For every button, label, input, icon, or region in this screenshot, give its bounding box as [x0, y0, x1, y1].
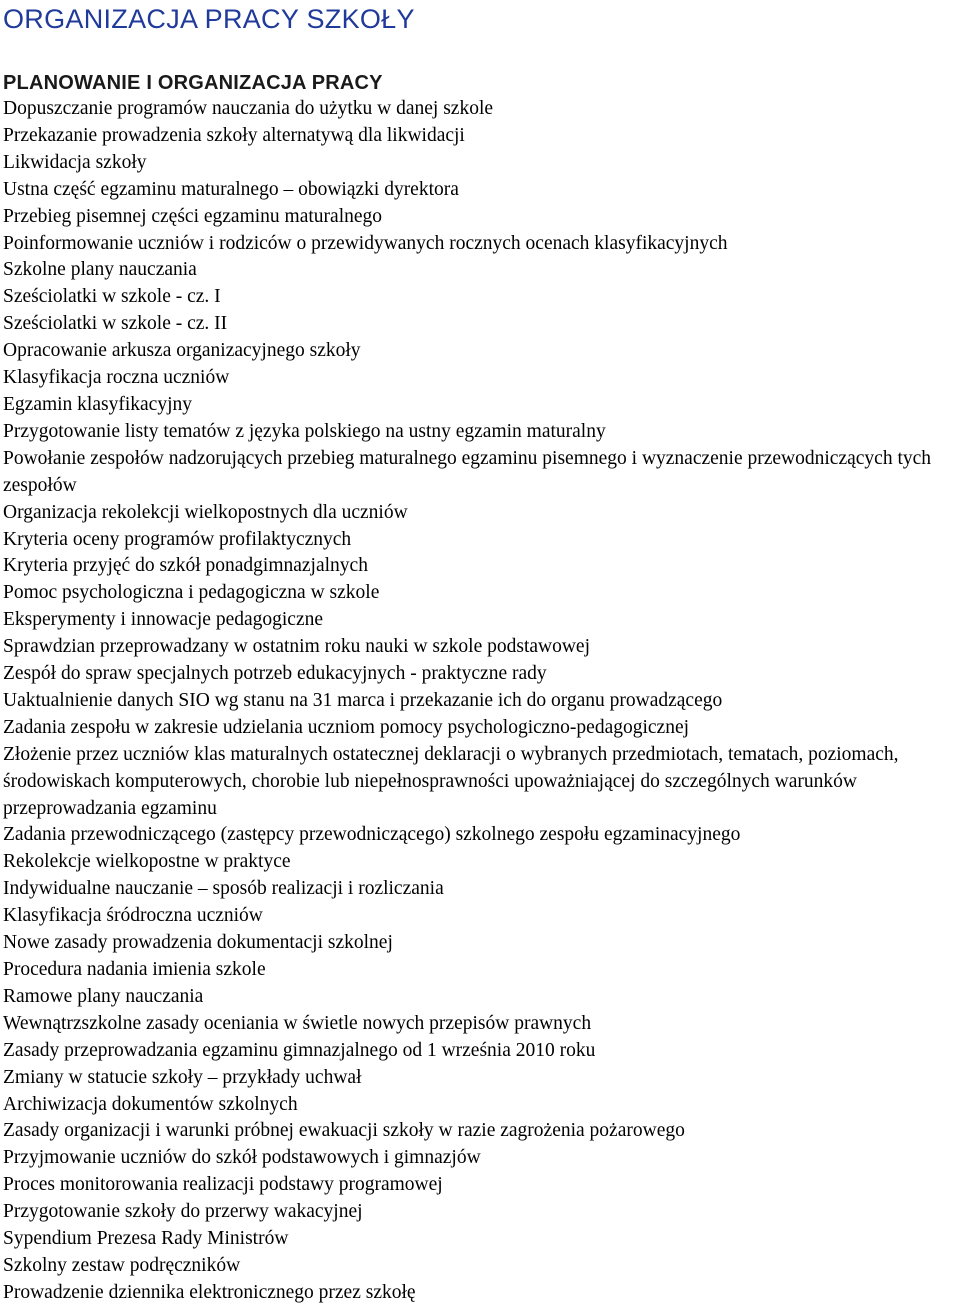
- topic-list-item: [3, 715, 958, 742]
- topic-list-item: [3, 822, 958, 849]
- topic-list-item: [3, 903, 958, 930]
- topic-list-item: [3, 580, 958, 607]
- topic-list-item: [3, 661, 958, 688]
- topic-link[interactable]: Szkolne plany nauczania: [3, 259, 197, 281]
- topic-list-item: [3, 500, 958, 527]
- topic-link[interactable]: Zadania przewodniczącego (zastępcy przewodniczącego) szkolnego zespołu egzaminacyjnego: [3, 824, 741, 846]
- topic-link[interactable]: Kryteria przyjęć do szkół ponadgimnazjalnych: [3, 555, 368, 577]
- topic-list-item: [3, 1280, 958, 1307]
- topic-link[interactable]: Klasyfikacja śródroczna uczniów: [3, 905, 263, 927]
- topic-list-item: [3, 688, 958, 715]
- topic-link[interactable]: Procedura nadania imienia szkole: [3, 959, 266, 980]
- topic-link[interactable]: Uaktualnienie danych SIO wg stanu na 31 marca i przekazanie ich do organu prowadzącego: [3, 689, 723, 711]
- topic-list-item: [3, 150, 958, 177]
- topic-list-item: [3, 742, 958, 823]
- topic-list-item: [3, 419, 958, 446]
- topic-list-item: [3, 204, 958, 231]
- topic-link[interactable]: Kryteria oceny programów profilaktycznych: [3, 528, 352, 550]
- section-heading: PLANOWANIE I ORGANIZACJA PRACY: [3, 72, 383, 94]
- topic-link[interactable]: Opracowanie arkusza organizacyjnego szkoły: [3, 340, 361, 362]
- topic-list-item: [3, 284, 958, 311]
- topic-link[interactable]: Przekazanie prowadzenia szkoły alternatywą dla likwidacji: [3, 124, 465, 146]
- topic-list-item: [3, 96, 958, 123]
- topic-link[interactable]: Pomoc psychologiczna i pedagogiczna w szkole: [3, 582, 380, 604]
- topic-list-item: [3, 1038, 958, 1065]
- topic-list-item: [3, 257, 958, 284]
- topic-list-item: [3, 1199, 958, 1226]
- topic-link[interactable]: Zasady organizacji i warunki próbnej ewakuacji szkoły w razie zagrożenia pożarowego: [3, 1120, 685, 1142]
- topic-link[interactable]: Organizacja rekolekcji wielkopostnych dla uczniów: [3, 501, 408, 523]
- topic-link[interactable]: Sześciolatki w szkole - cz. II: [3, 313, 228, 335]
- topic-link[interactable]: Eksperymenty i innowacje pedagogiczne: [3, 609, 324, 631]
- topic-link[interactable]: Złożenie przez uczniów klas maturalnych ostatecznej deklaracji o wybranych przedmiotach, tematach, poziomach, środowiskach komputerowych, chorobie lub niepełnosprawności upoważniającej do szczególnych warunków przeprowadzania egzaminu: [3, 743, 899, 819]
- topic-link[interactable]: Przyjmowanie uczniów do szkół podstawowych i gimnazjów: [3, 1147, 481, 1169]
- topic-list-item: [3, 849, 958, 876]
- topic-list-item: [3, 1226, 958, 1253]
- topic-list-item: [3, 231, 958, 258]
- topic-link[interactable]: Klasyfikacja roczna uczniów: [3, 367, 230, 389]
- topic-list-item: [3, 1065, 958, 1092]
- topic-link[interactable]: Zadania zespołu w zakresie udzielania uczniom pomocy psychologiczno-pedagogicznej: [3, 716, 690, 738]
- topic-link[interactable]: Likwidacja szkoły: [3, 151, 147, 173]
- topic-list-item: [3, 1011, 958, 1038]
- topic-list-item: [3, 607, 958, 634]
- topic-link[interactable]: Prowadzenie dziennika elektronicznego przez szkołę: [3, 1281, 416, 1303]
- topic-link[interactable]: Indywidualne nauczanie – sposób realizacji i rozliczania: [3, 878, 444, 900]
- topic-list-item: [3, 930, 958, 957]
- topic-list-item: [3, 1253, 958, 1280]
- topic-link[interactable]: Rekolekcje wielkopostne w praktyce: [3, 851, 291, 873]
- topic-link[interactable]: Dopuszczanie programów nauczania do użytku w danej szkole: [3, 98, 494, 119]
- topic-link[interactable]: Nowe zasady prowadzenia dokumentacji szkolnej: [3, 932, 393, 954]
- topic-list-item: [3, 123, 958, 150]
- topic-link[interactable]: Zmiany w statucie szkoły – przykłady uchwał: [3, 1066, 362, 1088]
- topic-list-item: [3, 634, 958, 661]
- topic-list-item: [3, 553, 958, 580]
- topic-list-item: [3, 1092, 958, 1119]
- topic-link[interactable]: Sześciolatki w szkole - cz. I: [3, 286, 221, 308]
- topic-link[interactable]: Przygotowanie szkoły do przerwy wakacyjnej: [3, 1201, 363, 1223]
- topic-link[interactable]: Wewnątrzszkolne zasady oceniania w świetle nowych przepisów prawnych: [3, 1012, 592, 1034]
- topic-link[interactable]: Sypendium Prezesa Rady Ministrów: [3, 1228, 289, 1250]
- topic-list-item: [3, 338, 958, 365]
- topic-list: [3, 96, 958, 1307]
- topic-link[interactable]: Sprawdzian przeprowadzany w ostatnim roku nauki w szkole podstawowej: [3, 636, 591, 658]
- topic-link[interactable]: Przygotowanie listy tematów z języka polskiego na ustny egzamin maturalny: [3, 420, 606, 442]
- topic-list-item: [3, 984, 958, 1011]
- topic-link[interactable]: Ramowe plany nauczania: [3, 985, 204, 1007]
- topic-list-item: [3, 365, 958, 392]
- page-title: ORGANIZACJA PRACY SZKOŁY: [3, 4, 415, 34]
- topic-list-item: [3, 1172, 958, 1199]
- topic-link[interactable]: Egzamin klasyfikacyjny: [3, 393, 192, 415]
- topic-list-item: [3, 392, 958, 419]
- topic-link[interactable]: Zasady przeprowadzania egzaminu gimnazjalnego od 1 września 2010 roku: [3, 1039, 596, 1061]
- topic-list-item: [3, 177, 958, 204]
- topic-link[interactable]: Zespół do spraw specjalnych potrzeb edukacyjnych - praktyczne rady: [3, 663, 547, 685]
- topic-list-item: [3, 957, 958, 984]
- topic-list-item: [3, 876, 958, 903]
- topic-link[interactable]: Przebieg pisemnej części egzaminu maturalnego: [3, 205, 383, 227]
- topic-list-item: [3, 1118, 958, 1145]
- topic-link[interactable]: Proces monitorowania realizacji podstawy programowej: [3, 1174, 443, 1196]
- topic-list-item: [3, 527, 958, 554]
- topic-link[interactable]: Szkolny zestaw podręczników: [3, 1254, 241, 1276]
- document-page: [3, 0, 958, 1307]
- topic-link[interactable]: Powołanie zespołów nadzorujących przebieg maturalnego egzaminu pisemnego i wyznaczenie przewodniczących tych zespołów: [3, 447, 932, 496]
- topic-link[interactable]: Archiwizacja dokumentów szkolnych: [3, 1093, 298, 1115]
- topic-list-item: [3, 446, 958, 500]
- topic-link[interactable]: Poinformowanie uczniów i rodziców o przewidywanych rocznych ocenach klasyfikacyjnych: [3, 232, 728, 254]
- topic-list-item: [3, 1145, 958, 1172]
- topic-link[interactable]: Ustna część egzaminu maturalnego – obowiązki dyrektora: [3, 178, 459, 200]
- topic-list-item: [3, 311, 958, 338]
